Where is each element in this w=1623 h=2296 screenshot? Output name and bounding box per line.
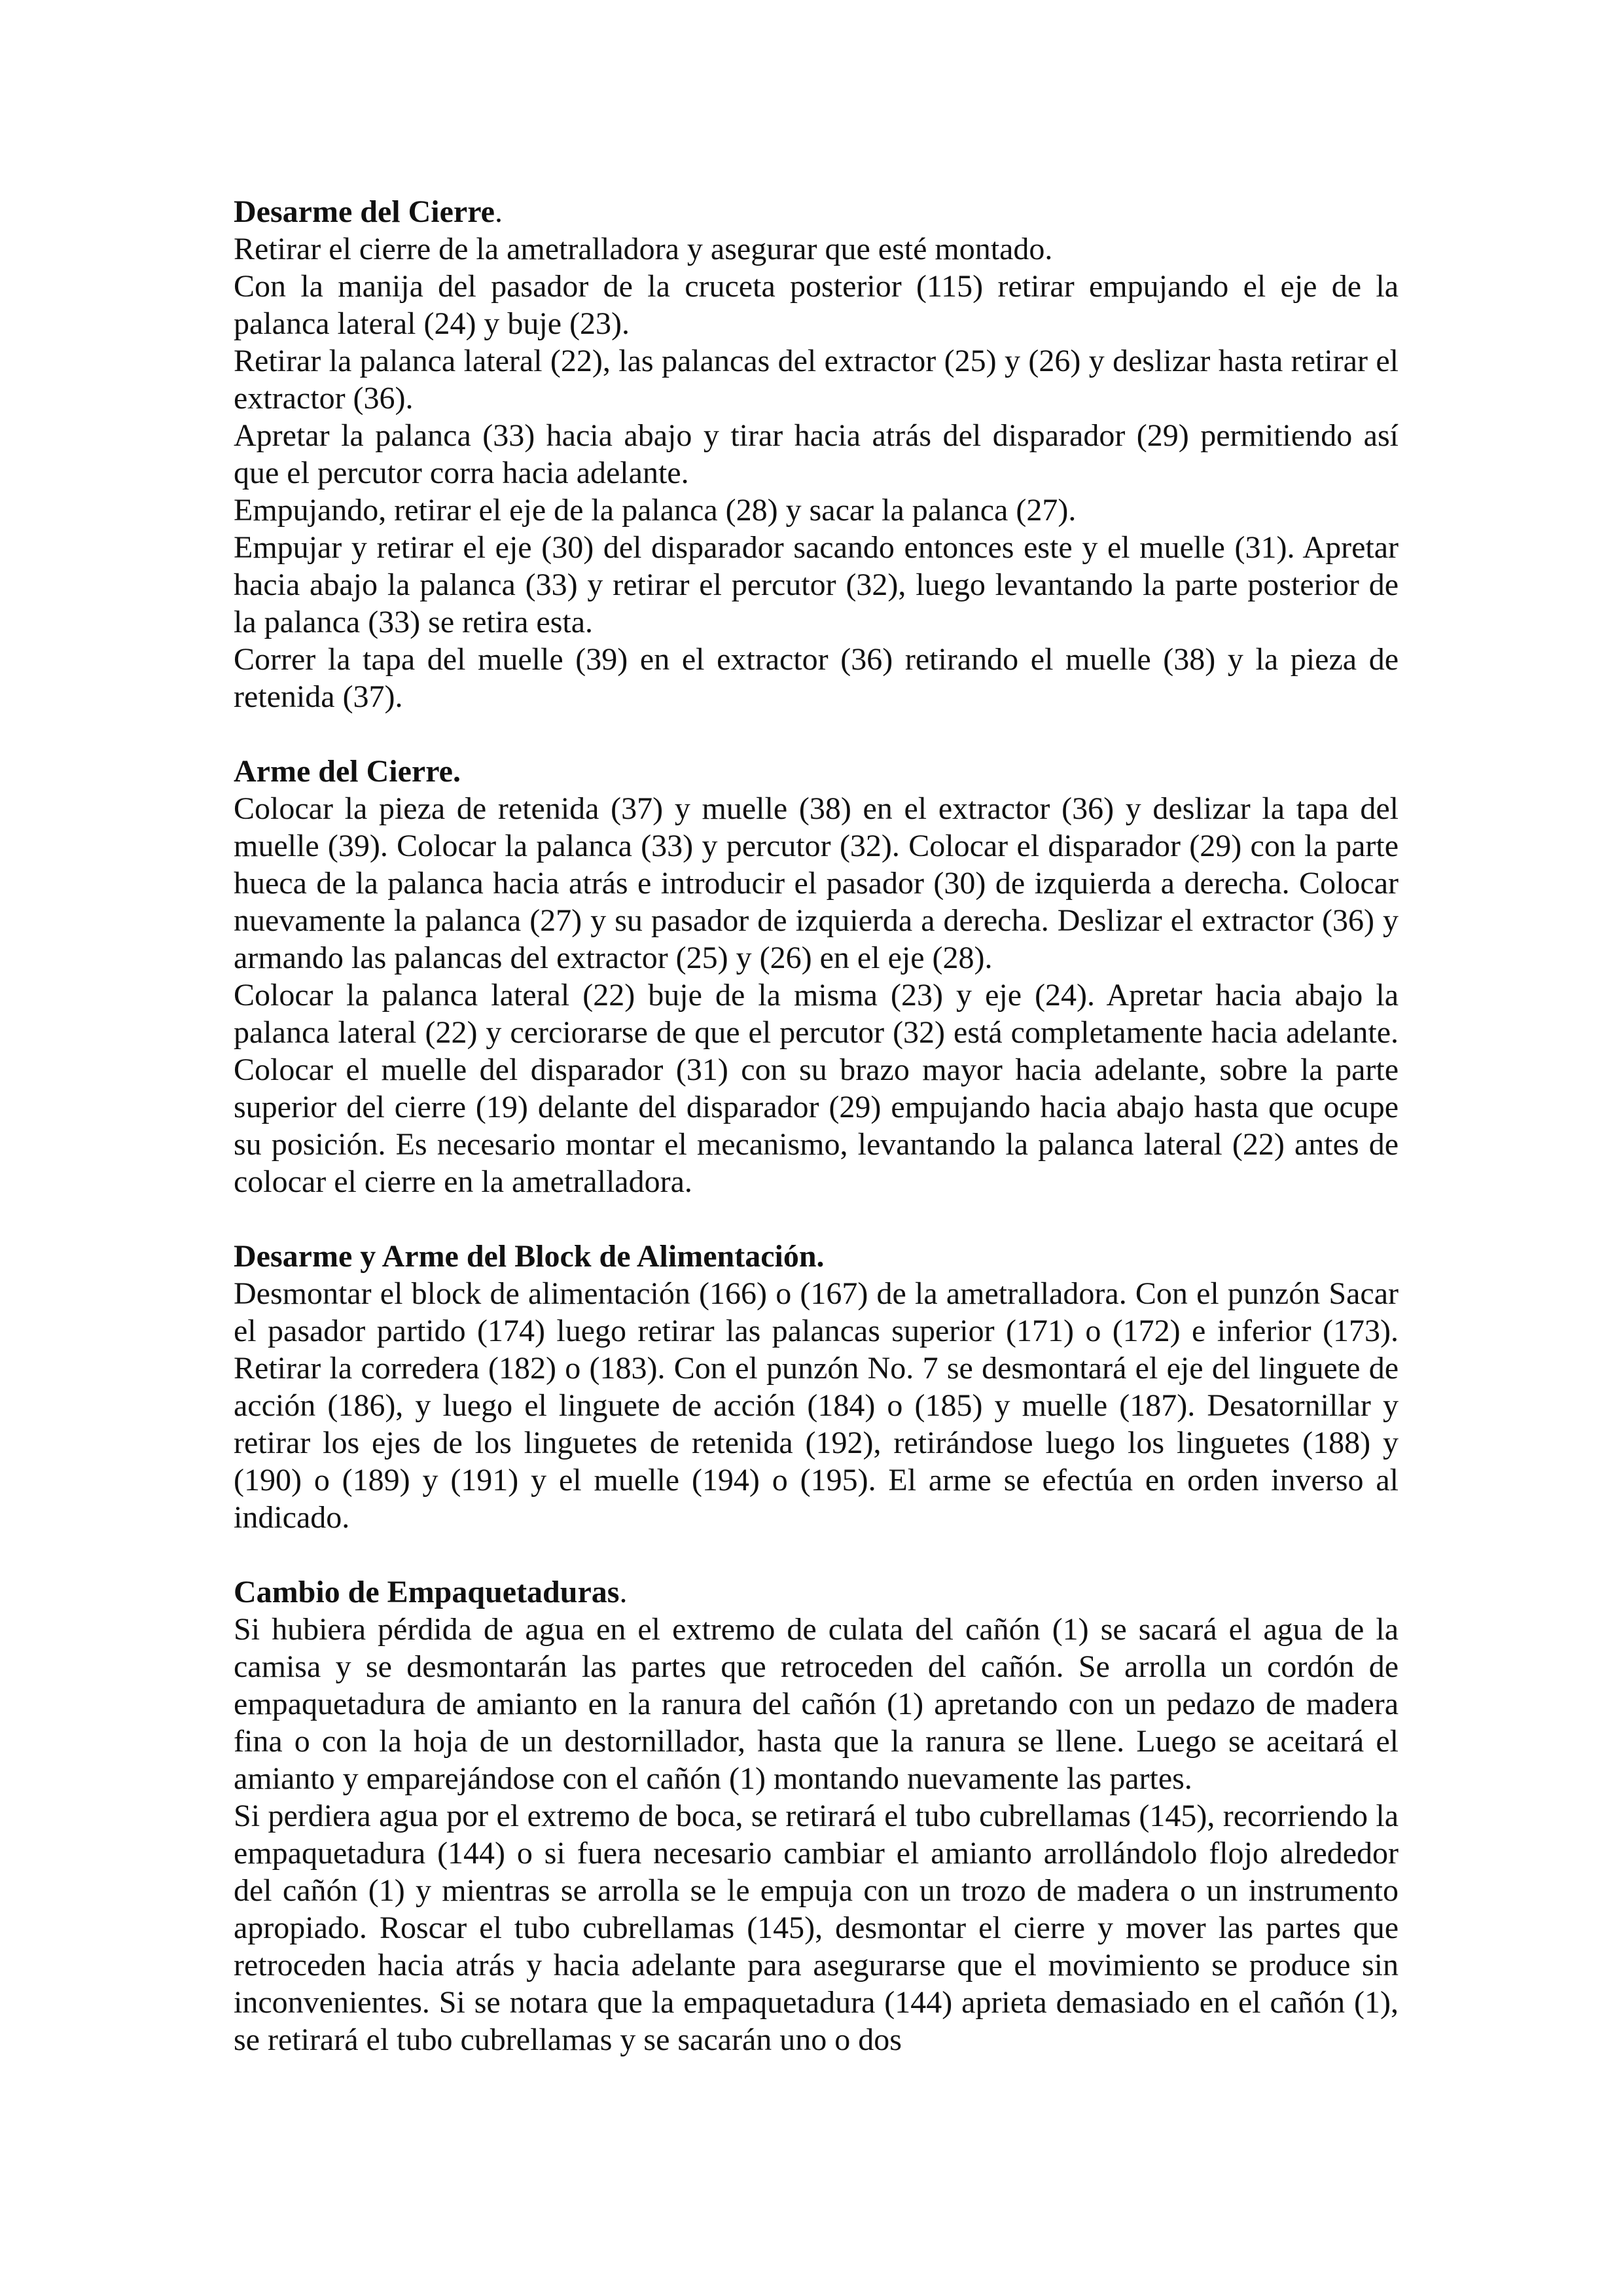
paragraph: Colocar la palanca lateral (22) buje de la misma (23) y eje (24). Apretar hacia abajo la palanca lateral (22) y cerciorarse de que el percutor (32) está completamente hacia adelante. Colocar el muelle del disparador (31) con su brazo mayor hacia adelante, sobre la parte superior del cierre (19) delante del disparador (29) empujando hacia abajo hasta que ocupe su posición. Es necesario montar el mecanismo, levantando la palanca lateral (22) antes de colocar el cierre en la ametralladora.: [234, 978, 1399, 1199]
section-block-alimentacion: [234, 1238, 1399, 1536]
paragraph: Si hubiera pérdida de agua en el extremo de culata del cañón (1) se sacará el agua de la camisa y se desmontarán las partes que retroceden del cañón. Se arrolla un cordón de empaquetadura de amianto en la ranura del cañón (1) apretando con un pedazo de madera fina o con la hoja de un destornillador, hasta que la ranura se llene. Luego se aceitará el amianto y emparejándose con el cañón (1) montando nuevamente las partes.: [234, 1612, 1399, 1796]
section-arme-cierre: [234, 753, 1399, 1200]
paragraph: Empujando, retirar el eje de la palanca (28) y sacar la palanca (27).: [234, 493, 1077, 528]
paragraph: Si perdiera agua por el extremo de boca, se retirará el tubo cubrellamas (145), recorriendo la empaquetadura (144) o si fuera necesario cambiar el amianto arrollándolo flojo alrededor del cañón (1) y mientras se arrolla se le empuja con un trozo de madera o un instrumento apropiado. Roscar el tubo cubrellamas (145), desmontar el cierre y mover las partes que retroceden hacia atrás y hacia adelante para asegurarse que el movimiento se produce sin inconvenientes. Si se notara que la empaquetadura (144) aprieta demasiado en el cañón (1), se retirará el tubo cubrellamas y se sacarán uno o dos: [234, 1799, 1399, 2057]
paragraph: Colocar la pieza de retenida (37) y muelle (38) en el extractor (36) y deslizar la tapa del muelle (39). Colocar la palanca (33) y percutor (32). Colocar el disparador (29) con la parte hueca de la palanca hacia atrás e introducir el pasador (30) de izquierda a derecha. Colocar nuevamente la palanca (27) y su pasador de izquierda a derecha. Deslizar el extractor (36) y armando las palancas del extractor (25) y (26) en el eje (28).: [234, 791, 1399, 975]
section-heading: Desarme y Arme del Block de Alimentación.: [234, 1239, 825, 1274]
paragraph: Retirar la palanca lateral (22), las palancas del extractor (25) y (26) y deslizar hasta retirar el extractor (36).: [234, 344, 1399, 416]
paragraph: Apretar la palanca (33) hacia abajo y tirar hacia atrás del disparador (29) permitiendo así que el percutor corra hacia adelante.: [234, 418, 1399, 490]
section-desarme-cierre: [234, 193, 1399, 715]
paragraph: Desmontar el block de alimentación (166) o (167) de la ametralladora. Con el punzón Sacar el pasador partido (174) luego retirar las palancas superior (171) o (172) e inferior (173). Retirar la corredera (182) o (183). Con el punzón No. 7 se desmontará el eje del linguete de acción (186), y luego el linguete de acción (184) o (185) y muelle (187). Desatornillar y retirar los ejes de los linguetes de retenida (192), retirándose luego los linguetes (188) y (190) o (189) y (191) y el muelle (194) o (195). El arme se efectúa en orden inverso al indicado.: [234, 1276, 1399, 1535]
paragraph: Con la manija del pasador de la cruceta posterior (115) retirar empujando el eje de la palanca lateral (24) y buje (23).: [234, 269, 1399, 341]
document-page: [234, 193, 1399, 2058]
paragraph: Correr la tapa del muelle (39) en el extractor (36) retirando el muelle (38) y la pieza de retenida (37).: [234, 642, 1399, 714]
section-cambio-empaquetaduras: [234, 1573, 1399, 2058]
paragraph: Retirar el cierre de la ametralladora y asegurar que esté montado.: [234, 232, 1053, 266]
section-heading: Desarme del Cierre.: [234, 194, 503, 229]
section-heading: Arme del Cierre.: [234, 754, 461, 789]
paragraph: Empujar y retirar el eje (30) del disparador sacando entonces este y el muelle (31). Apretar hacia abajo la palanca (33) y retirar el percutor (32), luego levantando la parte posterior de la palanca (33) se retira esta.: [234, 530, 1399, 639]
section-heading: Cambio de Empaquetaduras.: [234, 1575, 628, 1609]
